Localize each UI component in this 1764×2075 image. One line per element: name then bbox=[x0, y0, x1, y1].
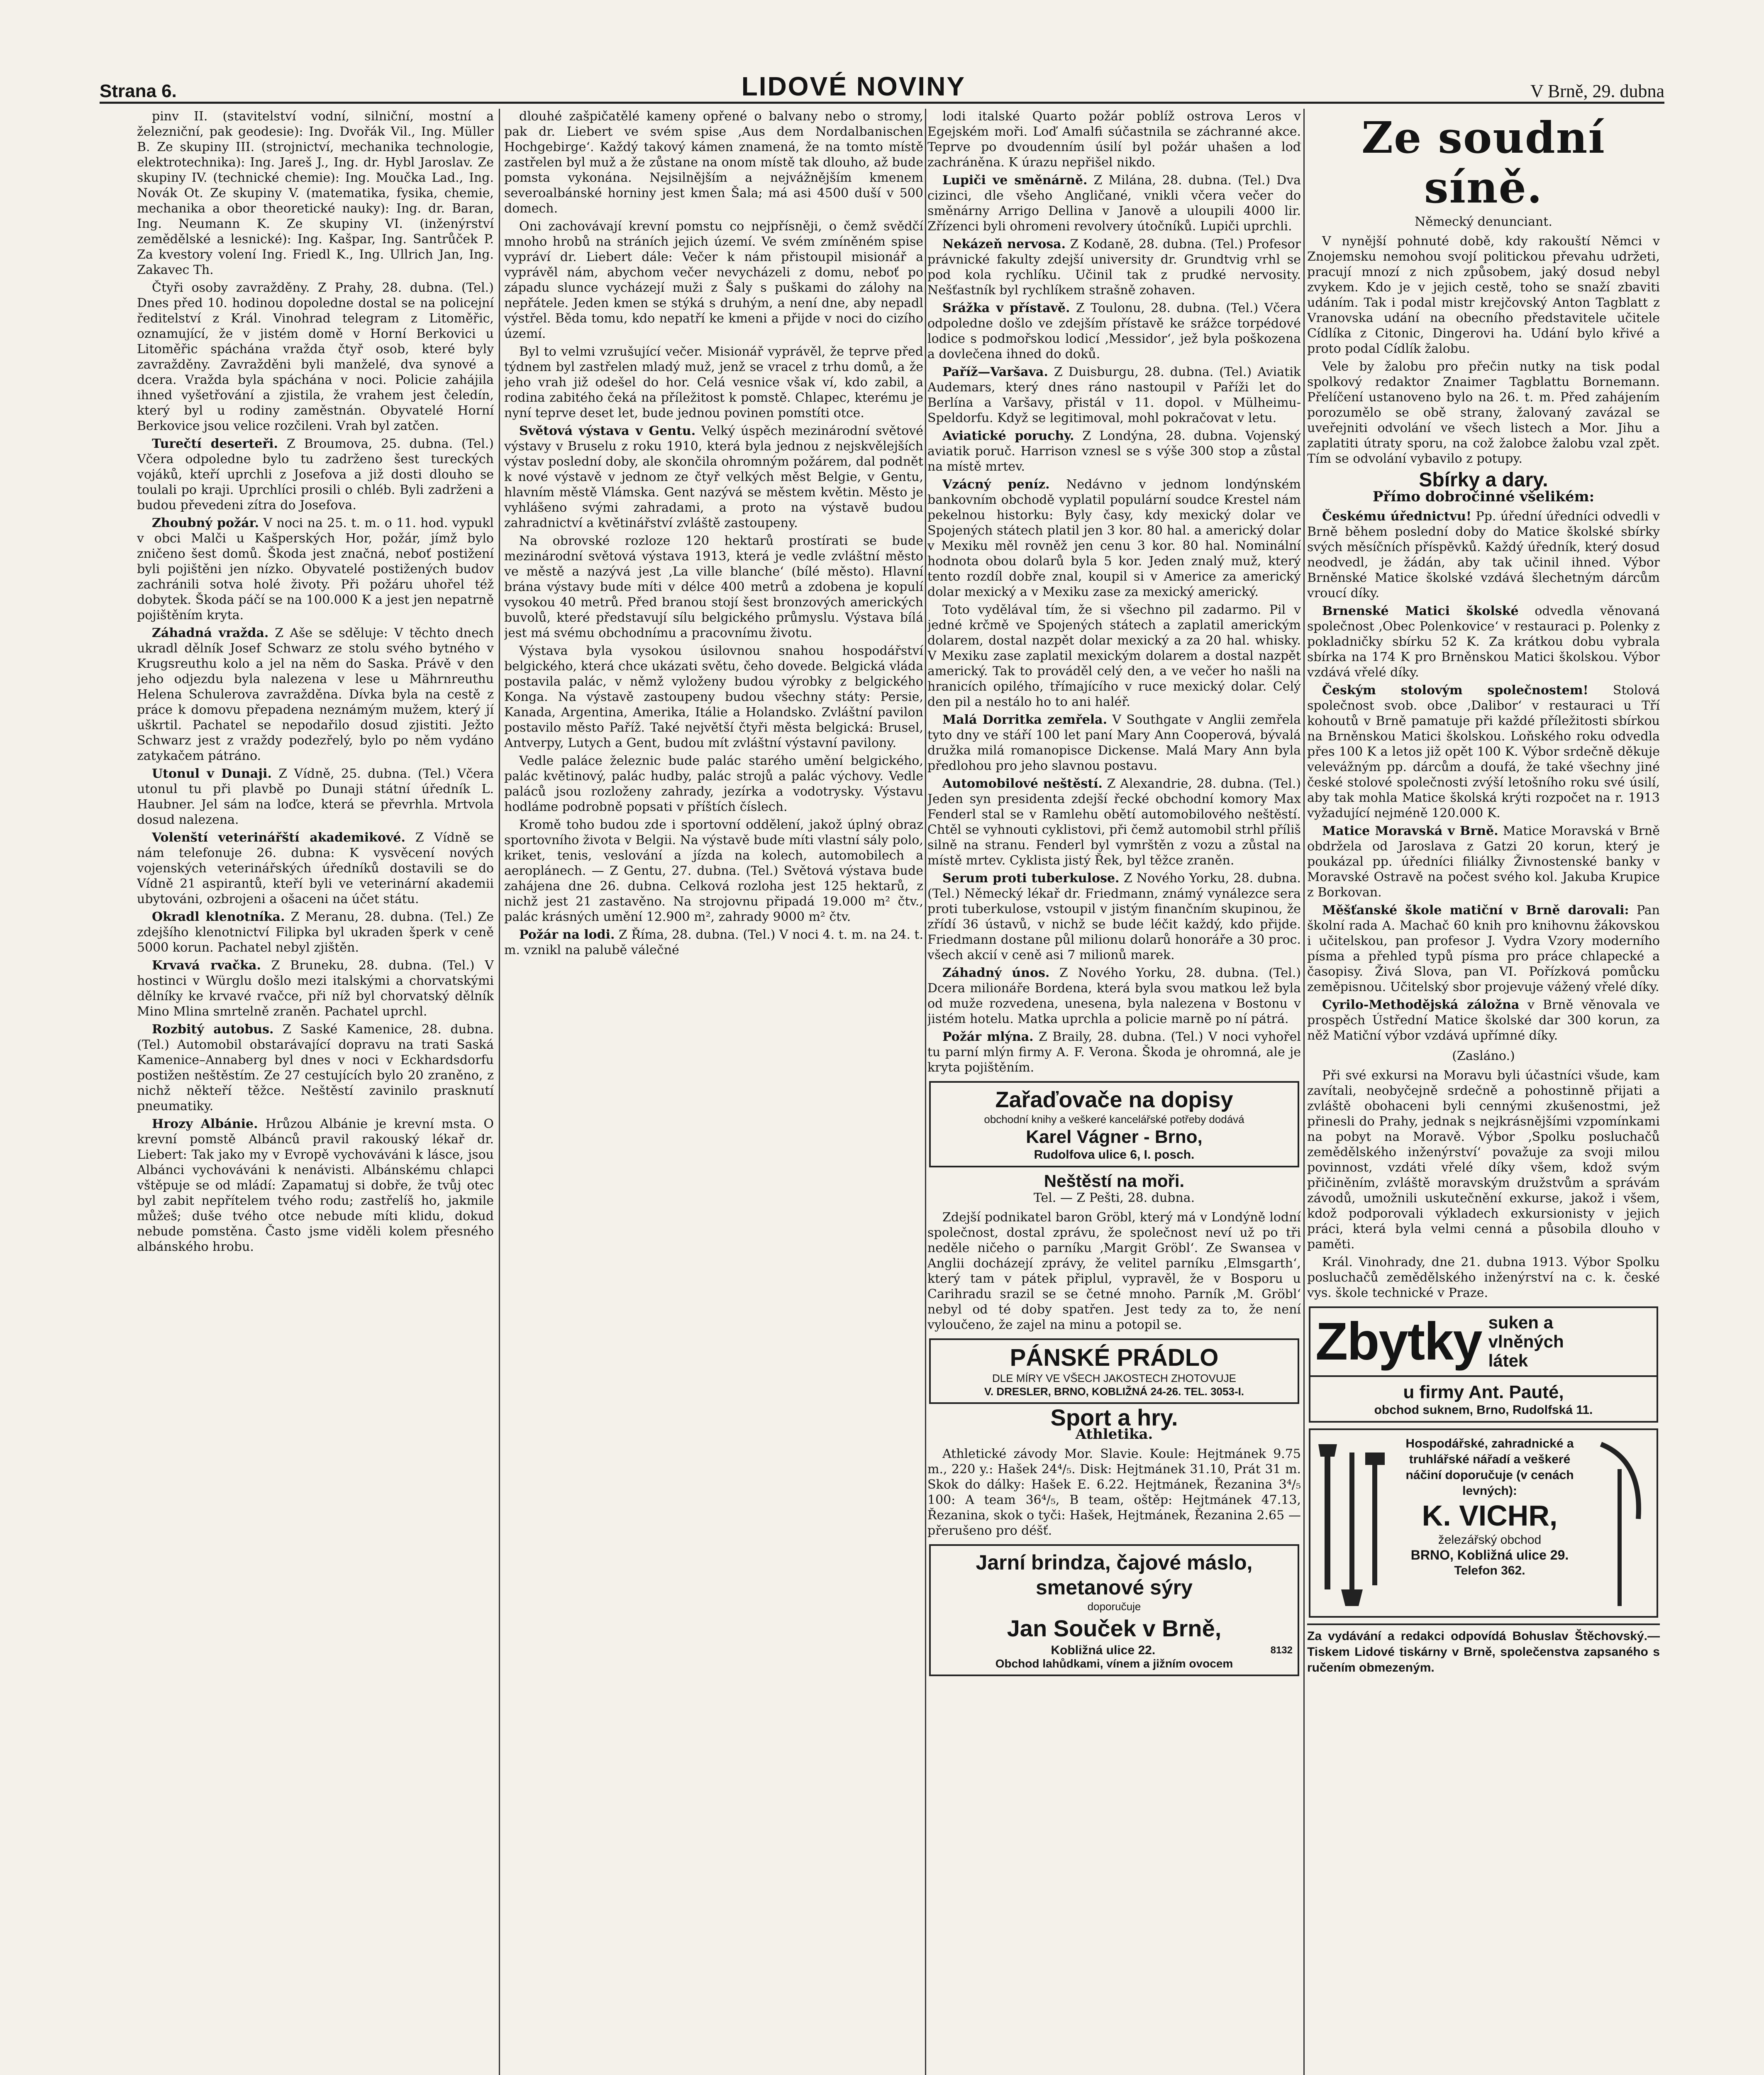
column-rule bbox=[925, 109, 926, 2075]
tools-icon bbox=[1316, 1436, 1391, 1610]
ad-headline: Zařaďovače na dopisy bbox=[995, 1087, 1233, 1112]
article-body: Z Bruneku, 28. dubna. (Tel.) V hostinci v Würglu došlo mezi italskými a chorvatskými dělníky ke krvavé rvačce, při níž byl chorvatský dělník Mino Mlina smrtelně zraněn. Pachatel uprchl. bbox=[137, 958, 494, 1019]
ad-company: u firmy Ant. Pauté, bbox=[1403, 1382, 1564, 1402]
article-headline: Utonul v Dunaji. bbox=[152, 767, 272, 781]
column-2 bbox=[504, 109, 923, 2075]
article bbox=[927, 965, 1301, 1027]
column-3 bbox=[927, 109, 1301, 2075]
article bbox=[137, 958, 494, 1019]
ad-panske-pradlo bbox=[929, 1338, 1299, 1404]
article-headline: Nekázeň nervosa. bbox=[942, 237, 1066, 251]
article bbox=[137, 766, 494, 828]
column-rule bbox=[1303, 109, 1305, 2075]
article-body: Z Vídně, 25. dubna. (Tel.) Včera utonul tu při plavbě po Dunaji státní úředník L. Haubner. Jel sám na loďce, která se převrhla. Mrtvola dosud nalezena. bbox=[137, 767, 494, 827]
column-1 bbox=[137, 109, 494, 2075]
article-paragraph: Byl to velmi vzrušující večer. Misionář vyprávěl, že teprve před týdnem byl zastřelen mladý muž, jenž se vracel z trhu domů, a že jeho vrah již odešel do hor. Celá vesnice však ví, kdo zabil, a rodina zabitého čeká na příležitost k pomstě. Chlapec, kterému je nyní teprve deset let, bude jednou povinen pomstíti otce. bbox=[504, 344, 923, 420]
section-heading: Neštěstí na moři. bbox=[1044, 1171, 1185, 1191]
article-paragraph: Vele by žalobu pro přečin nutky na tisk podal spolkový redaktor Znaimer Tagblattu Bornemann. Přelíčení ustanoveno bylo na 26. t. m. Před zahájením porozumělo se obě strany, žalovaný zavázal se uveřejniti odvolání ve všech listech a Mor. Jihu a zaplatiti útraty sporu, na což žalobce žalobu vzal zpět. Tím se odvolání vybavilo z potupy. bbox=[1307, 359, 1660, 466]
article-headline: Zhoubný požár. bbox=[152, 516, 259, 530]
ad-text: DLE MÍRY VE VŠECH JAKOSTECH ZHOTOVUJE bbox=[992, 1372, 1237, 1384]
ad-address bbox=[936, 1644, 1293, 1657]
ad-vichr bbox=[1309, 1428, 1658, 1618]
ad-address: obchod suknem, Brno, Rudolfská 11. bbox=[1374, 1403, 1593, 1417]
ad-address: Rudolfova ulice 6, I. posch. bbox=[1034, 1148, 1195, 1162]
article bbox=[927, 776, 1301, 868]
article-body: Z Nového Yorku, 28. dubna. (Tel.) Německý lékař dr. Friedmann, známý vynálezce sera proti tuberkulose, vstoupil v jistým finančním skupinou, že zřídí 36 ústavů, v nichž se bude léčit každý, kdo přijde. Friedmann dostane půl milionu dolarů honoráře a 30 proc. všech akcií v ceně asi 7 milionů marek. bbox=[927, 871, 1301, 962]
article-paragraph: Oni zachovávají krevní pomstu co nejpřísněji, o čemž svědčí mnoho hrobů na stráních jejich území. Ve svém zmíněném spise vypráví dr. Liebert dále: Večer k nám přistoupil misionář a vyprávěl nám, abychom večer nevycházeli z domu, neboť po západu slunce vycházejí muži z Šaly s puškami do zálohy na nepřátele. Jeden kmen se stýká s druhým, a není dne, aby nepadl výstřel. Běda tomu, kdo nepatří ke kmeni a přijde v noci do cizího území. bbox=[504, 219, 923, 341]
ad-text: Obchod lahůdkami, vínem a jižním ovocem bbox=[995, 1657, 1233, 1670]
article-headline: Serum proti tuberkulose. bbox=[942, 871, 1120, 886]
imprint: Za vydávání a redakci odpovídá Bohuslav Štěchovský.— Tiskem Lidové tiskárny v Brně, společenstva zapsaného s ručením obmezeným. bbox=[1307, 1623, 1660, 1676]
article-paragraph: Zdejší podnikatel baron Gröbl, který má v Londýně lodní společnost, dostal zprávu, že společnost neví už po tři neděle ničeho o parníku ‚Margit Gröbl‘. Ze Swansea v Anglii docházejí zprávy, že velitel parníku ‚Elmsgarth‘, který tam v pátek připlul, vypravěl, že v Bosporu u Carihradu srazil se se četné mnoho. Parník ‚M. Gröbl‘ nebyl od té doby spatřen. Jest tedy za to, že není vyloučeno, že zajel na minu a potopil se. bbox=[927, 1210, 1301, 1332]
ad-ident: 8132 bbox=[1270, 1645, 1293, 1656]
section-heading: Sbírky a dary. bbox=[1419, 469, 1548, 491]
article-headline: Matice Moravská v Brně. bbox=[1322, 824, 1498, 838]
ad-text: látek bbox=[1488, 1351, 1528, 1370]
article bbox=[1307, 603, 1660, 680]
article-paragraph: Výstava byla vysokou úsilovnou snahou hospodářství belgického, která chce ukázati světu, čeho dovede. Belgická vláda postavila palác, v němž vyloženy budou výrobky z belgického Konga. Na výstavě zastoupeny budou všechny státy: Persie, Kanada, Argentina, Amerika, Itálie a Holandsko. Zvláštní pavilon postavilo město Paříž. Také největší čtyři města belgická: Brusel, Antverpy, Lutych a Gent, budou mít zvláštní výstavní pavilony. bbox=[504, 644, 923, 750]
article-paragraph: dlouhé zašpičatělé kameny opřené o balvany nebo o stromy, pak dr. Liebert ve svém spise ‚Aus dem Nordalbanischen Hochgebirge‘. Každý takový kámen znamená, že na tomto místě zastřelen byl muž a že zůstane na onom místě tak dlouho, až bude pomsta vykonána. Nejsilnějším a nejvážnějším kmenem severoalbánské horniny jest kmen Šala; má asi 4500 duší v 500 domech. bbox=[504, 109, 923, 216]
article-headline: Českým stolovým společnostem! bbox=[1322, 683, 1588, 698]
article-headline: Hrozy Albánie. bbox=[152, 1117, 258, 1131]
article bbox=[927, 237, 1301, 298]
article-headline: Cyrilo-Methodějská záložna bbox=[1322, 998, 1520, 1012]
ad-text: železářský obchod bbox=[1438, 1533, 1542, 1547]
article bbox=[1307, 997, 1660, 1043]
ad-company: Jan Souček v Brně, bbox=[1007, 1615, 1222, 1641]
article-paragraph: lodi italské Quarto požár poblíž ostrova Leros v Egejském moři. Loď Amalfi súčastnila se záchranné akce. Teprve po dvoudenním úsilí byl požár uhašen a loď zachráněna. K úrazu nepřišel nikdo. bbox=[927, 109, 1301, 170]
article bbox=[927, 300, 1301, 362]
article-body: Nedávno v jednom londýnském bankovním obchodě vyplatil populární soudce Krestel nám pekelnou historku: Byly časy, kdy mexický dolar ve Spojených státech platil jen 3 kor. 80 hal. a americký dolar v Mexiku měl rovněž jen cenu 3 kor. 80 hal. Nominální hodnota obou dolarů byla 5 kor. Jeden znalý muž, který tento rozdíl dobře znal, koupil si v Americe za americký dolar mexický a v Mexiku zase za mexický americký. bbox=[927, 477, 1301, 599]
article-body: Hrůzou Albánie je krevní msta. O krevní pomstě Albánců pravil rakouský lékař dr. Liebert: Tak jako my v Evropě vychováváni k lásce, jsou Albánci vychováváni k nenávisti. Albánskému chlapci vštěpuje se od mládí: Zapamatuj si dobře, že tvůj otec byl zabit nepřítelem tvého rodu; zastřelíš ho, jakmile můžeš; duše tvého otce nebude míti klidu, dokud nebude pomstěna. Často jsme viděli kolem přesného albánského hrobu. bbox=[137, 1117, 494, 1254]
article bbox=[137, 436, 494, 513]
article-body: Z Milána, 28. dubna. (Tel.) Dva cizinci, dle všeho Angličané, vnikli včera večer do směnárny Arrigo Dellina v Janově a uloupili 4000 lir. Zřízenci byli ohromeni revolvery útočníků. Lupiči uprchli. bbox=[927, 173, 1301, 234]
article-headline: Požár mlýna. bbox=[942, 1030, 1034, 1044]
ad-karel-vagner bbox=[929, 1081, 1299, 1167]
article bbox=[1307, 683, 1660, 821]
article-headline: Brnenské Matici školské bbox=[1322, 604, 1519, 618]
article-body: odvedla věnovaná společnost ‚Obec Polenkovice‘ v restauraci p. Polenky z pokladničky sbírku 52 K. Za krátkou dobu vybrala sbírka na 174 K pro Brněnskou Matici školskou. Výbor vzdává vřelé díky. bbox=[1307, 604, 1660, 680]
ad-text: suken a bbox=[1488, 1313, 1553, 1332]
article-body: Z Londýna, 28. dubna. Vojenský aviatik poruč. Harrison vznesl se s výše 300 stop a zůstal na místě mrtev. bbox=[927, 429, 1301, 474]
section-subtitle: Německý denunciant. bbox=[1415, 215, 1552, 229]
article-headline: Rozbitý autobus. bbox=[152, 1022, 274, 1037]
article-body: Velký úspěch mezinárodní světové výstavy v Bruselu z roku 1910, která byla jednou z nejskvělejších výstav poslední doby, ale skončila ohromným požárem, dal podnět k nové výstavě v jednom ze čtyř velkých měst Belgie, v Gentu, hlavním městě Vlámska. Gent nazývá se městem květin. Město je vyhlášeno svými zahradami, a proto na výstavě budou zahradnictví a květinářství zvláště zastoupeny. bbox=[504, 424, 923, 530]
article-headline: Srážka v přístavě. bbox=[942, 301, 1070, 315]
article-body: Pp. úřední úředníci odvedli v Brně během poslední doby do Matice školské sbírky svých měsíčních příspěvků. Každý úředník, který dosud neodvedl, je žádán, aby tak učinil ihned. Výbor Brněnské Matice školské vzdává šlechetným dárcům vroucí díky. bbox=[1307, 509, 1660, 601]
article-body: Z Říma, 28. dubna. (Tel.) V noci 4. t. m. na 24. t. m. vznikl na palubě válečné bbox=[504, 928, 923, 957]
article bbox=[927, 477, 1301, 600]
article bbox=[137, 515, 494, 623]
article bbox=[1307, 823, 1660, 900]
article-headline: Českému úřednictvu! bbox=[1322, 509, 1472, 524]
article-headline: Aviatické poruchy. bbox=[942, 429, 1074, 443]
article-body: Z Braily, 28. dubna. (Tel.) V noci vyhořel tu parní mlýn firmy A. F. Verona. Škoda je ohromná, ale je kryta pojištěním. bbox=[927, 1030, 1301, 1075]
article-headline: Požár na lodi. bbox=[519, 928, 615, 942]
article bbox=[927, 428, 1301, 474]
article bbox=[927, 712, 1301, 774]
article-paragraph: V nynější pohnuté době, kdy rakouští Němci v Znojemsku nemohou svojí politickou převahu udržeti, pracují mnozí z nich způsobem, jaký dosud nebyl zvykem. Kdo je v jejich cestě, toho se snaží zbaviti udáním. Tak i podal mistr krejčovský Anton Tagblatt z Vranovska udání na obecního představitele učitele Cídlíka z Citonic, Dingerovi ha. Udání bylo křivé a proto podal Cídlík žalobu. bbox=[1307, 234, 1660, 356]
article-body: Z Saské Kamenice, 28. dubna. (Tel.) Automobil obstarávající dopravu na trati Saská Kamenice–Annaberg byl dnes v noci v Eckhardsdorfu postižen neštěstím. Ze 27 cestujících bylo 20 zraněno, z nichž někteří těžce. Neštěstí zavinilo prasknutí pneumatiky. bbox=[137, 1022, 494, 1113]
article bbox=[927, 364, 1301, 426]
ad-text: doporučuje bbox=[1087, 1600, 1141, 1613]
article-paragraph: pinv II. (stavitelství vodní, silniční, mostní a železniční, pak geodesie): Ing. Dvořák Vil., Ing. Müller B. Ze skupiny III. (strojnictví, mechanika technologie, elektrotechnika): Ing. Jareš J., Ing. dr. Hybl Jaroslav. Ze skupiny IV. (technické chemie): Ing. Moučka Lad., Ing. Novák Ot. Ze skupiny V. (matematika, fysika, chemie, mechanika a obor theoretické nauky): Ing. dr. Baran, Ing. Neumann K. Ze skupiny VI. (inženýrství zemědělské a lesnické): Ing. Kašpar, Ing. Santrůček P. Za kvestory volení Ing. Friedl K., Ing. Ullrich Jan, Ing. Zakavec Th. bbox=[137, 109, 494, 277]
article bbox=[927, 871, 1301, 963]
ad-text: obchodní knihy a veškeré kancelářské potřeby dodává bbox=[984, 1113, 1244, 1125]
article-paragraph: Král. Vinohrady, dne 21. dubna 1913. Výbor Spolku posluchačů zemědělského inženýrství na c. k. české vys. škole technické v Praze. bbox=[1307, 1255, 1660, 1300]
article-headline: Volenští veterinářští akademikové. bbox=[152, 830, 405, 845]
article bbox=[504, 423, 923, 531]
section-subheading: Athletika. bbox=[1075, 1426, 1153, 1443]
ad-text-block bbox=[1398, 1436, 1581, 1610]
article bbox=[137, 1116, 494, 1255]
article-paragraph: Při své exkursi na Moravu byli účastníci všude, kam zavítali, neobyčejně srdečně a pohostinně přijati a zvláště obohaceni byli cennými zkušenostmi, jež přinesli do Prahy, jednak s nejkrásnějšími vzpomínkami na pobyt na Moravě. Výbor ‚Spolku posluchačů zemědělského inženýrství‘ považuje za svoji milou povinnost, vzdáti vřelé díky všem, kdož svým přičiněním, zvláště moravským družstvům a správám závodů, umožnili uskutečnění exkurse, jakož i všem, kdož podporovali výkladech exkursionisty v jejich práci, která byla velmi cenná a působila dlouho v paměti. bbox=[1307, 1068, 1660, 1252]
article-body: Z Toulonu, 28. dubna. (Tel.) Včera odpoledne došlo ve zdejším přístavě ke srážce torpédové lodice s podmořskou lodicí ‚Messidor‘, jež byla poškozena a dovlečena ihned do doků. bbox=[927, 301, 1301, 361]
article-headline: Světová výstava v Gentu. bbox=[519, 424, 696, 438]
article-headline: Turečtí deserteři. bbox=[152, 437, 278, 451]
article-headline: Krvavá rvačka. bbox=[152, 958, 261, 973]
article-paragraph: Na obrovské rozloze 120 hektarů prostírati se bude mezinárodní světová výstava 1913, která je vedle zvláštní město ve městě a nazývá jest ‚La ville blanche‘ (bílé město). Hlavní brána výstavy bude míti v délce 400 metrů a zdobena je kopulí vysokou 40 metrů. Před branou stojí šest bronzových amerických buvolů, které představují sílu belgického průmyslu. Výstava bílá jest má svému obchodnímu a pracovnímu životu. bbox=[504, 534, 923, 640]
masthead: LIDOVÉ NOVINY bbox=[741, 71, 966, 101]
article-body: Z Duisburgu, 28. dubna. (Tel.) Aviatik Audemars, který dnes ráno nastoupil v Paříži let do Berlína a Varšavy, přistál v 11. dopol. v Mülheimu-Speldorfu. Když se legitimoval, mohl pokračovat v letu. bbox=[927, 365, 1301, 425]
ad-text: Hospodářské, zahradnické a truhlářské nářadí a veškeré náčiní doporučuje (v cenách levných): bbox=[1405, 1437, 1574, 1498]
article-headline: Záhadná vražda. bbox=[152, 626, 269, 640]
article bbox=[504, 927, 923, 958]
ad-address: V. DRESLER, BRNO, KOBLIŽNÁ 24-26. TEL. 3053-I. bbox=[984, 1385, 1244, 1398]
article-body: Stolová společnost svob. obce ‚Dalibor‘ v restauraci u Tří kohoutů v Brně pamatuje při každé příležitosti sbírkou na Brněnskou Matici školskou. Loňského roku odvedla přes 100 K a letos již opět 100 K. Výbor srdečně děkuje velevážným pp. dárcům a doufá, že také všechny jiné české stolové společnosti zvýší letošního roku své úsilí, aby tak mohla Matice školská krýti rozpočet na r. 1913 vyžadující nejméně 120.000 K. bbox=[1307, 683, 1660, 820]
article-body: Z Meranu, 28. dubna. (Tel.) Ze zdejšího klenotnictví Filipka byl ukraden šperk v ceně 5000 korun. Pachatel nebyl zjištěn. bbox=[137, 910, 494, 955]
ad-headline: Jarní brindza, čajové máslo, smetanové sýry bbox=[976, 1551, 1253, 1599]
article-headline: Vzácný peníz. bbox=[942, 477, 1050, 492]
scythe-icon bbox=[1588, 1436, 1651, 1610]
section-dateline: Tel. — Z Pešti, 28. dubna. bbox=[1033, 1191, 1195, 1205]
article bbox=[927, 173, 1301, 234]
article-headline: Záhadný únos. bbox=[942, 966, 1050, 980]
ad-headline: PÁNSKÉ PRÁDLO bbox=[1010, 1344, 1219, 1371]
ad-zbytky bbox=[1309, 1306, 1658, 1377]
article-paragraph: Kromě toho budou zde i sportovní oddělení, jakož úplný obraz sportovního života v Belgii. Na výstavě bude míti vlastní sály polo, kriket, tenis, veslování a jízda na kolech, automobilech a aeroplánech. — Z Gentu, 27. dubna. (Tel.) Světová výstava bude zahájena dne 26. dubna. Celková rozloha jest 125 hektarů, z nichž jest 21 zastavěno. Na strojovnu připadá 19.000 m² čtv., palác krásných umění 12.900 m², zahrady 9000 m² čtv. bbox=[504, 818, 923, 924]
ad-text: vlněných bbox=[1488, 1332, 1564, 1351]
article-body: Z Broumova, 25. dubna. (Tel.) Včera odpoledne bylo tu zadrženo šest tureckých vojáků, kteří uprchli z Josefova a již dosti dlouho se toulali po kraji. Uprchlíci prosili o chléb. Byli zadrženi a budou převedeni zítra do Josefova. bbox=[137, 437, 494, 513]
ad-address-text: Kobližná ulice 22. bbox=[1051, 1643, 1156, 1657]
article-headline: Automobilové neštěstí. bbox=[942, 776, 1103, 791]
article bbox=[1307, 509, 1660, 601]
ad-company: Karel Vágner - Brno, bbox=[1026, 1127, 1203, 1147]
column-4 bbox=[1307, 109, 1660, 2075]
issue-date: V Brně, 29. dubna bbox=[1530, 81, 1664, 101]
article bbox=[137, 1022, 494, 1114]
article-body: Z Alexandrie, 28. dubna. (Tel.) Jeden syn presidenta zdejší řecké obchodní komory Max Fenderl stal se v Ramlehu obětí automobilového neštěstí. Chtěl se vyhnouti cyklistovi, při čemž automobil strhl příliš silně na stranu. Fenderl byl vymrštěn z vozu a zůstal na místě mrtev. Cyklista jistý Řek, byl těžce zraněn. bbox=[927, 776, 1301, 868]
article-body: v Brně věnovala ve prospěch Ústřední Matice školské dar 300 korun, za něž Matiční výbor vzdává upřímné díky. bbox=[1307, 998, 1660, 1043]
section-subheading: Přímo dobročinné všelikém: bbox=[1372, 488, 1595, 505]
page-number: Strana 6. bbox=[100, 81, 177, 101]
article-paragraph: Toto vydělával tím, že si všechno pil zadarmo. Pil v jedné krčmě ve Spojených státech a zaplatil americkým dolarem, dostal nazpět dolar mexický a za 20 hal. whisky. V Mexiku zase zaplatil mexickým dolarem a dostal nazpět americký. Tak to prováděl celý den, a ve večer ho našli na hranicích opilého, třímajícího v ruce mexický dolar. Celý den pil a nestálo ho to ani haléř. bbox=[927, 603, 1301, 709]
article-body: V Southgate v Anglii zemřela tyto dny ve stáří 100 let paní Mary Ann Cooperová, bývalá družka milá romanopisce Dickense. Malá Mary Ann byla předlohou pro jeho slavnou postavu. bbox=[927, 713, 1301, 773]
ad-address: BRNO, Kobližná ulice 29. bbox=[1410, 1548, 1569, 1562]
article-headline: Lupiči ve směnárně. bbox=[942, 173, 1088, 188]
article bbox=[137, 909, 494, 955]
ad-side-text bbox=[1488, 1313, 1564, 1370]
article bbox=[1307, 903, 1660, 995]
ad-zbytky-footer bbox=[1309, 1377, 1658, 1423]
ad-company: K. VICHR, bbox=[1422, 1499, 1558, 1532]
notice-label: (Zasláno.) bbox=[1452, 1049, 1515, 1063]
article-body: Z Nového Yorku, 28. dubna. (Tel.) Dcera milionáře Bordena, která byla svou matkou lež byla od muže rozvedena, unesena, byla nalezena v Bostonu v jistém hotelu. Matka uprchla a policie marně po ní pátrá. bbox=[927, 966, 1301, 1026]
section-title: Ze soudní síně. bbox=[1361, 112, 1605, 213]
article-paragraph: Čtyři osoby zavražděny. Z Prahy, 28. dubna. (Tel.) Dnes před 10. hodinou dopoledne dostal se na policejní ředitelství z Král. Vinohrad telegram z Litoměřic, oznamující, že v jistém domě v Horní Berkovici u Litoměřic spáchána vražda čtyř osob, které byly zavražděny. Zavražděni byli manželé, dva synové a dcera. Vražda byla spáchána v noci. Policie zahájila ihned vyšetřování a zjistila, že vrahem jest čeledín, který byl u rodiny zaměstnán. Obyvatelé Horní Berkovice jsou velice rozčileni. Vrah byl zatčen. bbox=[137, 281, 494, 433]
article-body: Pan školní rada A. Machač 60 knih pro knihovnu žákovskou i učitelskou, pan profesor J. Vydra Vzory moderního písma a přehled typů písma pro práce chlapecké a časopisy. Živá Slova, pan VI. Pořízková pomůcku zeměpisnou. Učitelský sbor projevuje vážený vřelé díky. bbox=[1307, 903, 1660, 994]
section-heading: Sport a hry. bbox=[1050, 1404, 1178, 1431]
article-body: Z Kodaně, 28. dubna. (Tel.) Profesor právnické fakulty zdejší university dr. Grundtvig vrhl se pod kola rychlíku. Učinil tak z prudké nervosity. Nešťastník byl rychlíkem strašně zohaven. bbox=[927, 237, 1301, 298]
article-headline: Měšťanské škole matiční v Brně darovali: bbox=[1322, 903, 1629, 918]
article-headline: Paříž—Varšava. bbox=[942, 365, 1048, 379]
ad-headline: Zbytky bbox=[1315, 1312, 1482, 1371]
article-paragraph: Athletické závody Mor. Slavie. Koule: Hejtmánek 9.75 m., 220 y.: Hašek 24⁴/₅. Disk: Hejtmánek 31.10, Prát 31 m. Skok do dálky: Hašek E. 6.22. Hejtmánek, Řezanina 3⁴/₅ 100: A team 36⁴/₅, B team, oštěp: Hejtmánek 47.13, Řezanina, skok o tyči: Hašek, Hejtmánek, Řezanina 2.65 — přerušeno pro déšť. bbox=[927, 1447, 1301, 1538]
article-body: Z Vídně se nám telefonuje 26. dubna: K vysvěcení nových vojenských veterinářských úředníků dostavili se do Vídně 21 aspirantů, kteří byli ve veterinární akademii ubytováni, ozbrojeni a ošaceni na účet státu. bbox=[137, 830, 494, 906]
page-header bbox=[100, 73, 1664, 104]
ad-jan-soucek bbox=[929, 1544, 1299, 1676]
article-body: V noci na 25. t. m. o 11. hod. vypukl v obci Malči u Kašperských Hor, požár, jímž bylo zničeno šest domů. Škoda jest značná, neboť postižení byli pojištěni jen nízko. Obyvatelé postižených budov zachránili sotva holé životy. Při požáru uhořel též dobytek. Škoda páčí se na 100.000 K a jest jen nepatrně pojištěním kryta. bbox=[137, 516, 494, 622]
article bbox=[137, 625, 494, 764]
article-headline: Okradl klenotníka. bbox=[152, 910, 285, 924]
article-body: Z Aše se sděluje: V těchto dnech ukradl dělník Josef Schwarz ze stolu svého bytného v Krugsreuthu kolo a jel na něm do Saska. Právě v den jeho odjezdu byla nalezena v lese u Mährnreuthu Helena Schulerova zavražděna. Dívka byla na cestě z práce k domovu přepadena neznámým mužem, který jí uškrtil. Pachatel se nepodařilo dosud zjistiti. Ježto Schwarz jest z vraždy podezřelý, bylo po něm vydáno zatykačem pátráno. bbox=[137, 626, 494, 763]
article-headline: Malá Dorritka zemřela. bbox=[942, 713, 1108, 727]
article bbox=[137, 830, 494, 907]
ad-phone: Telefon 362. bbox=[1454, 1564, 1525, 1577]
article-body: Matice Moravská v Brně obdržela od Jaroslava z Gatzi 20 korun, který je poukázal pp. úředníci filiálky Živnostenské banky v Moravské Ostravě na počest svého kol. Jakuba Krupice z Borkovan. bbox=[1307, 824, 1660, 900]
article bbox=[927, 1029, 1301, 1075]
article-paragraph: Vedle paláce železnic bude palác starého umění belgického, palác květinový, palác hudby, palác strojů a palác výchovy. Vedle paláců jsou rozloženy zahrady, jezírka a vodotrysky. Výstavu hodláme podrobně popsati v příštích číslech. bbox=[504, 754, 923, 814]
column-rule bbox=[499, 109, 500, 2075]
